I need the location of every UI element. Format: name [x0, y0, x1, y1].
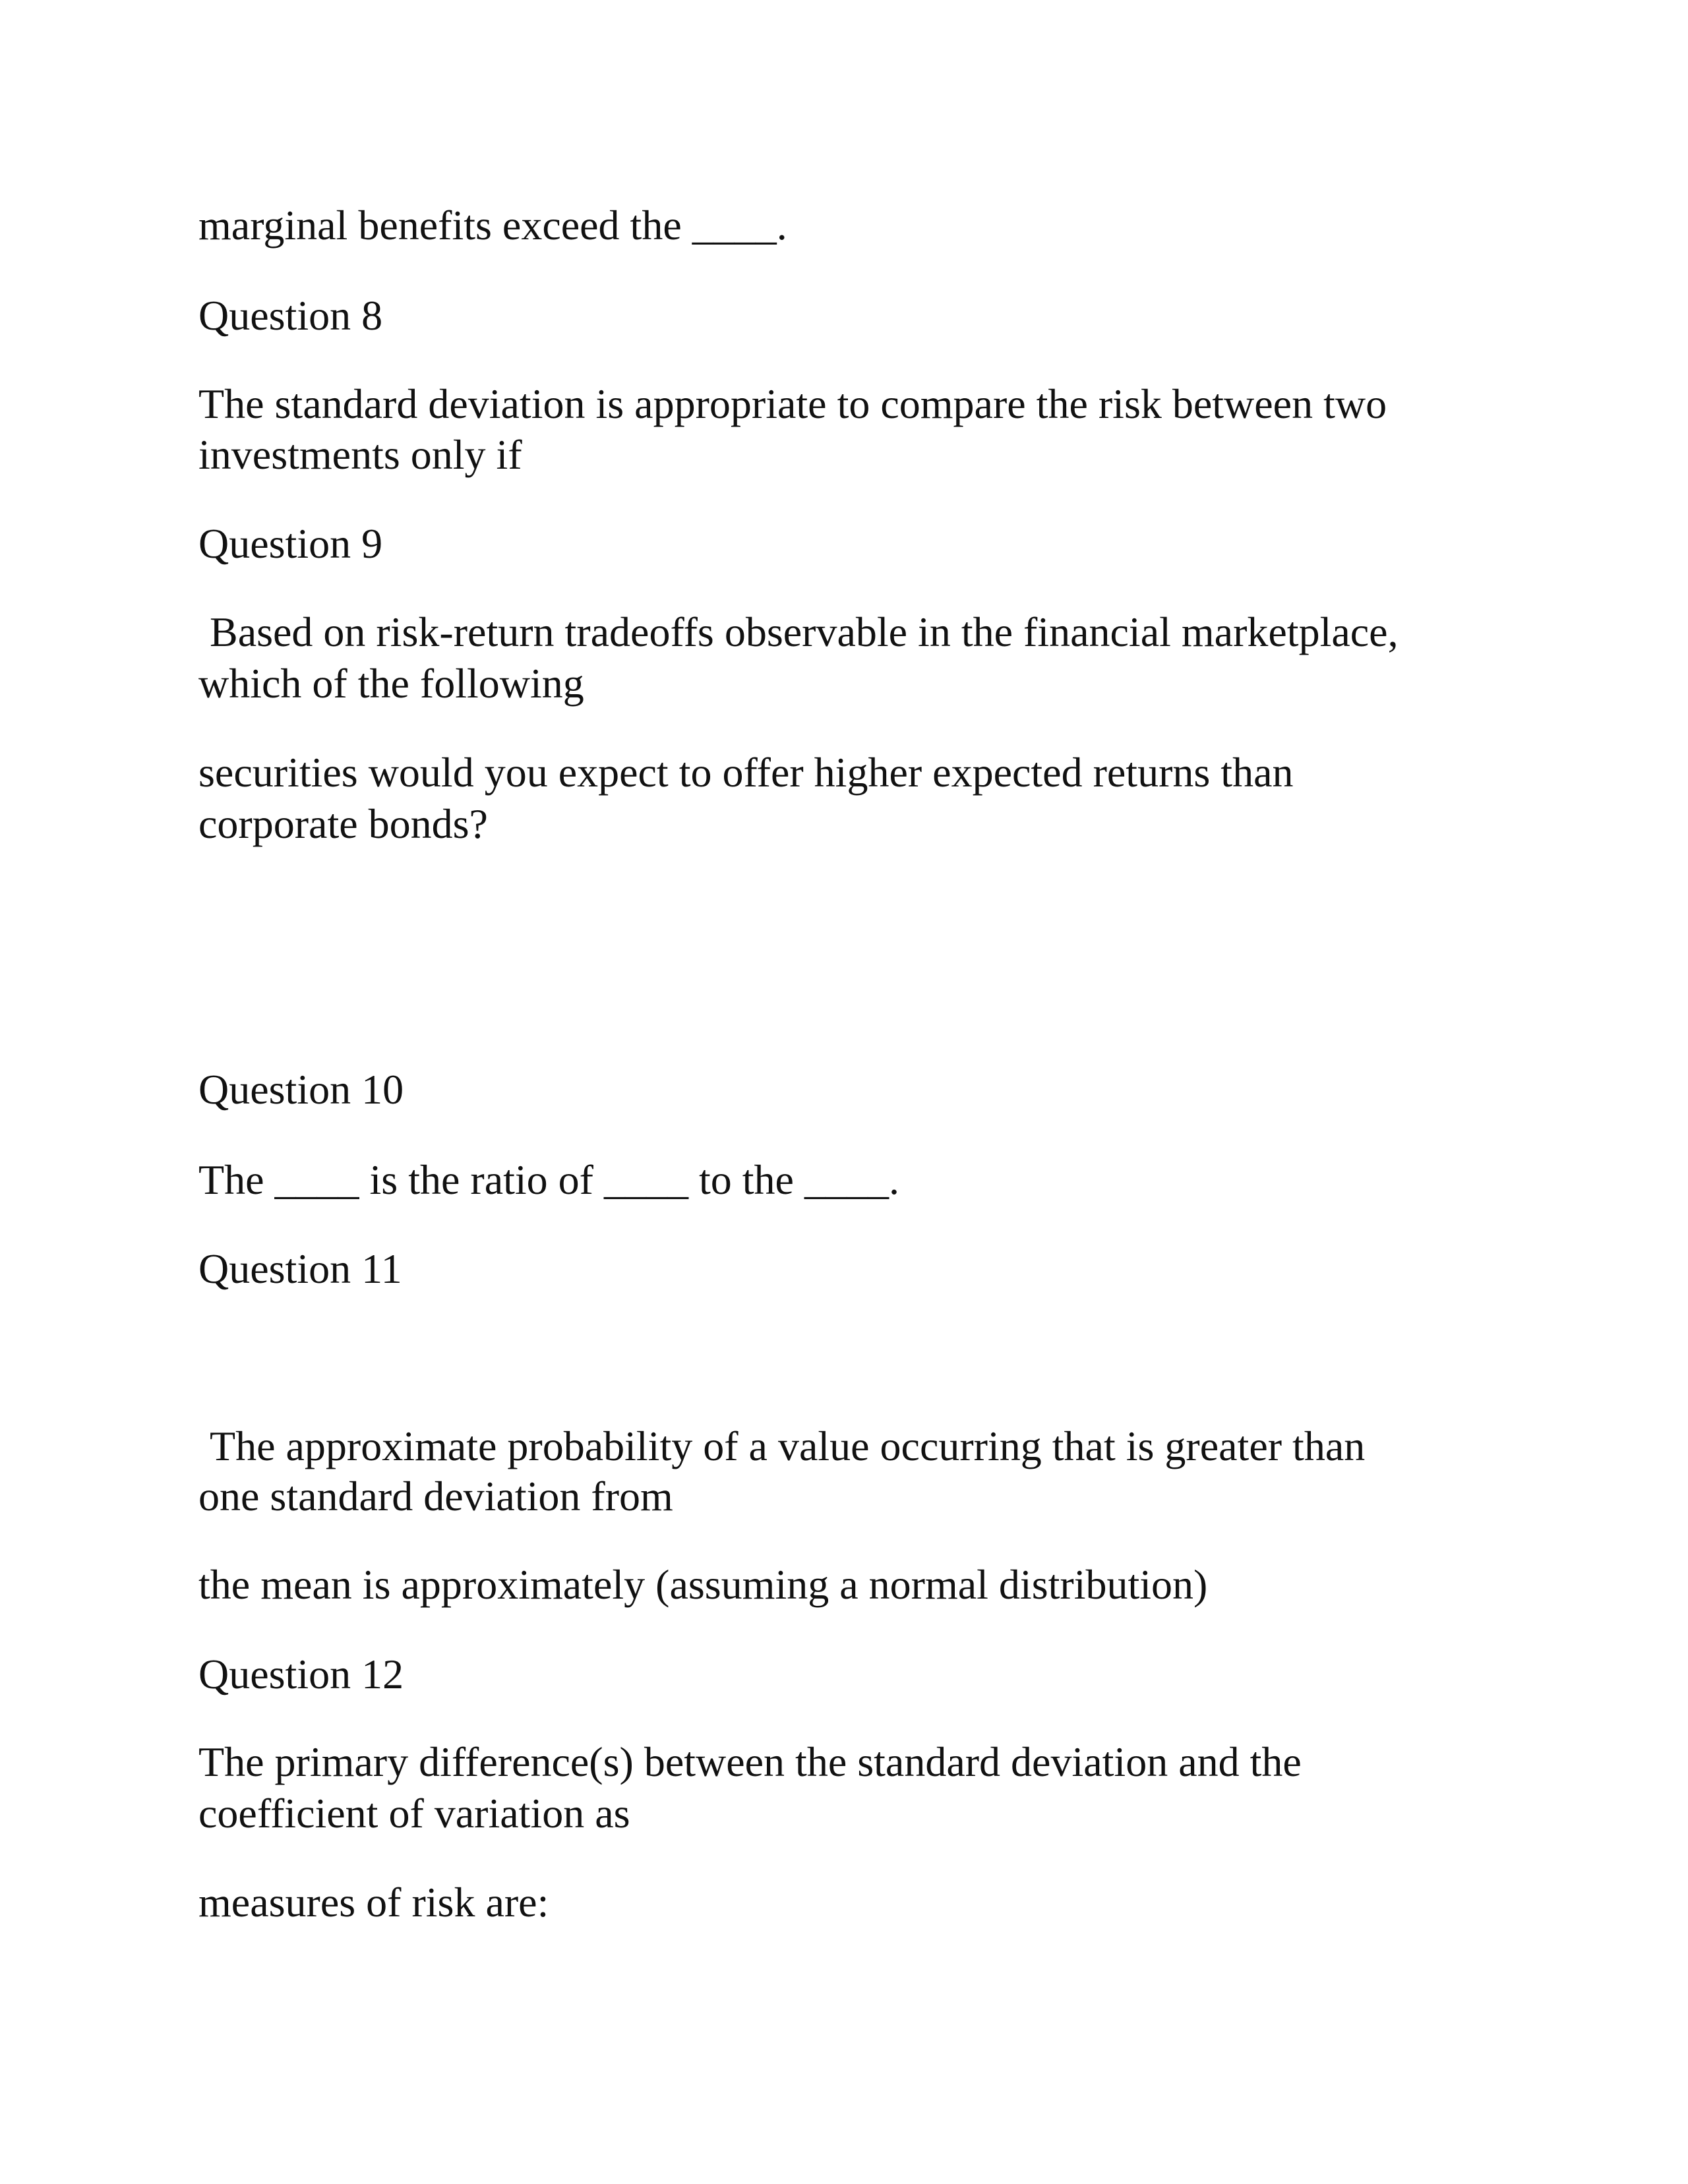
question-12-text-line-3: measures of risk are:: [198, 1879, 549, 1926]
question-8-text-line-1: The standard deviation is appropriate to compare the risk between two: [198, 380, 1387, 427]
question-9-text-line-4: corporate bonds?: [198, 800, 488, 847]
question-11-text-line-3: the mean is approximately (assuming a normal distribution): [198, 1561, 1208, 1608]
question-11-text-line-2: one standard deviation from: [198, 1473, 673, 1520]
question-8-text-line-2: investments only if: [198, 431, 522, 478]
question-8-heading: Question 8: [198, 292, 383, 339]
question-12-text-line-1: The primary difference(s) between the standard deviation and the: [198, 1738, 1302, 1785]
question-9-text-line-2: which of the following: [198, 660, 584, 707]
question-12-text-line-2: coefficient of variation as: [198, 1790, 630, 1837]
question-10-heading: Question 10: [198, 1066, 404, 1113]
question-7-text-end: marginal benefits exceed the ____.: [198, 202, 787, 249]
question-9-heading: Question 9: [198, 520, 383, 567]
question-10-text: The ____ is the ratio of ____ to the ____.: [198, 1156, 899, 1203]
question-9-text-line-1: Based on risk-return tradeoffs observable in the financial marketplace,: [210, 608, 1399, 655]
question-9-text-line-3: securities would you expect to offer higher expected returns than: [198, 749, 1294, 796]
question-11-text-line-1: The approximate probability of a value occurring that is greater than: [210, 1423, 1366, 1469]
question-11-heading: Question 11: [198, 1245, 402, 1292]
question-12-heading: Question 12: [198, 1651, 404, 1697]
